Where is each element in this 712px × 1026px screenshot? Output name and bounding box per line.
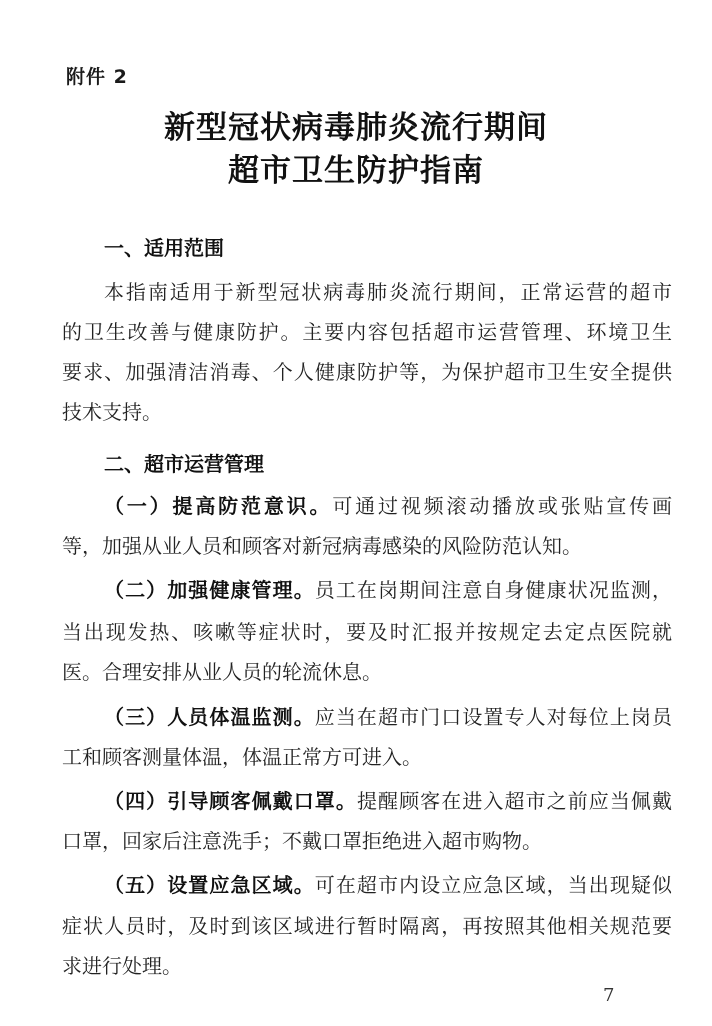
item-line-raise-awareness <box>104 494 672 518</box>
paragraph-line: 当出现发热、咳嗽等症状时，要及时汇报并按规定去定点医院就 <box>62 620 672 644</box>
item-line-wear-masks <box>104 789 672 813</box>
paragraph-line: 工和顾客测量体温，体温正常方可进入。 <box>62 745 422 769</box>
item-lead: （三）人员体温监测。 <box>104 705 315 729</box>
paragraph-line: 等，加强从业人员和顾客对新冠病毒感染的风险防范认知。 <box>62 534 582 558</box>
item-text: 提醒顾客在进入超市之前应当佩戴 <box>356 789 672 813</box>
section-heading-scope: 一、适用范围 <box>104 236 224 260</box>
item-line-emergency-area <box>104 873 672 897</box>
page-number: 7 <box>603 985 615 1006</box>
paragraph-line: 求进行处理。 <box>62 954 182 978</box>
item-lead: （一）提高防范意识。 <box>104 494 333 518</box>
item-lead: （四）引导顾客佩戴口罩。 <box>104 789 357 813</box>
item-lead: （五）设置应急区域。 <box>104 873 315 897</box>
paragraph-line: 要求、加强清洁消毒、个人健康防护等，为保护超市卫生安全提供 <box>62 360 672 384</box>
document-title-line-2: 超市卫生防护指南 <box>228 153 484 189</box>
paragraph-line: 技术支持。 <box>62 400 162 424</box>
paragraph-line: 医。合理安排从业人员的轮流休息。 <box>62 660 382 684</box>
item-text: 可通过视频滚动播放或张贴宣传画 <box>332 494 672 518</box>
attachment-label: 附件 2 <box>66 66 128 88</box>
item-text: 员工在岗期间注意自身健康状况监测， <box>314 578 672 602</box>
item-text: 可在超市内设立应急区域，当出现疑似 <box>314 873 672 897</box>
item-line-temperature-check <box>104 705 672 729</box>
paragraph-line: 症状人员时，及时到该区域进行暂时隔离，再按照其他相关规范要 <box>62 914 672 938</box>
section-heading-operations: 二、超市运营管理 <box>104 452 264 476</box>
item-text: 应当在超市门口设置专人对每位上岗员 <box>314 705 672 729</box>
document-title-line-1: 新型冠状病毒肺炎流行期间 <box>164 110 548 146</box>
paragraph-line: 本指南适用于新型冠状病毒肺炎流行期间，正常运营的超市 <box>104 280 672 304</box>
paragraph-line: 的卫生改善与健康防护。主要内容包括超市运营管理、环境卫生 <box>62 320 672 344</box>
item-line-health-management <box>104 578 672 602</box>
paragraph-line: 口罩，回家后注意洗手；不戴口罩拒绝进入超市购物。 <box>62 829 542 853</box>
item-lead: （二）加强健康管理。 <box>104 578 315 602</box>
